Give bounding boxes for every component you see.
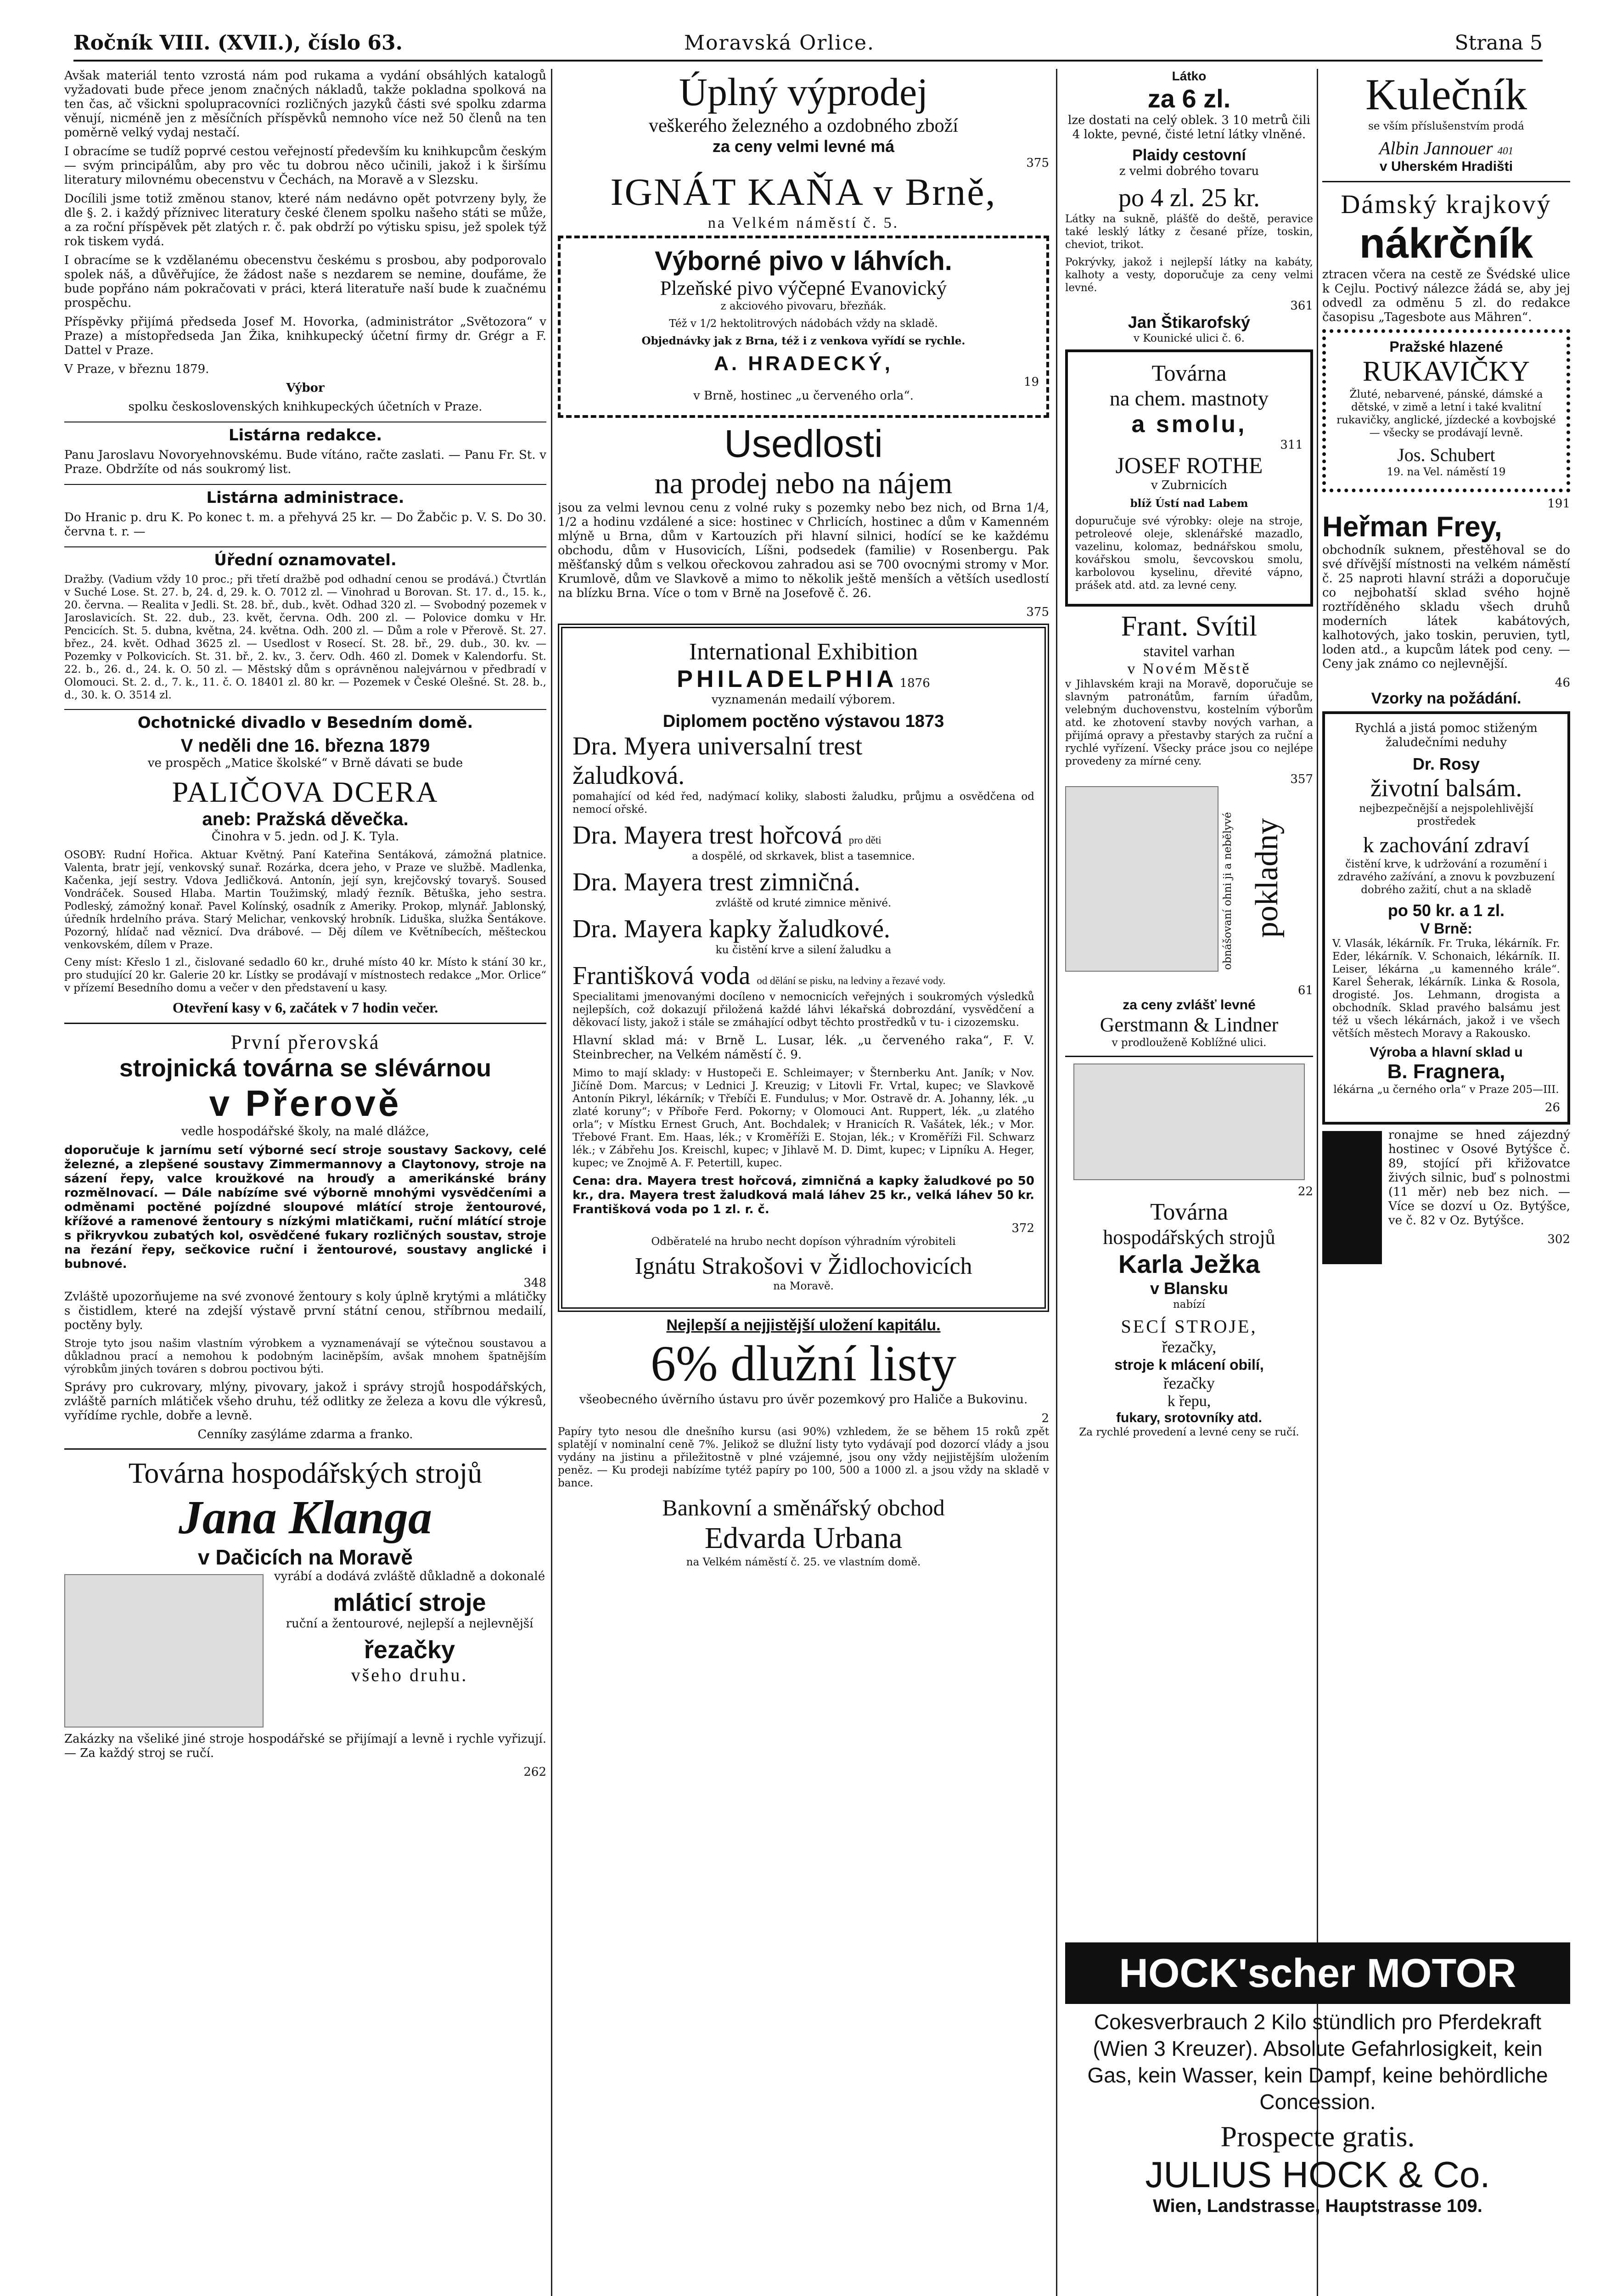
ad-number: 191 [1547, 497, 1570, 511]
ad-text: ztracen včera na cestě ze Švédské ulice k Cejlu. Poctivý nálezce žádá se, aby jej odvedl za odměnu 5 zl. do redakce časopisu „Tagesbote aus Mähren“. [1322, 268, 1570, 324]
product-desc: ku čistění krve a silení žaludku a [715, 944, 892, 956]
ad-sub: veškerého železného a ozdobného zboží [648, 115, 958, 136]
article-intro [64, 69, 546, 414]
ad-name: JOSEF ROTHE [1115, 452, 1263, 478]
ad-number: 375 [1026, 605, 1049, 619]
ad-name: Jan Štikarofský [1128, 313, 1251, 332]
newspaper-title: Moravská Orlice. [684, 31, 875, 55]
ad-text: z akciového pivovaru, březňák. [720, 300, 887, 312]
ad-address: 19. na Vel. náměstí 19 [1387, 466, 1506, 478]
mayer-ad [558, 624, 1049, 1312]
ad-text: Za rychlé provedení a levné ceny se ručí. [1079, 1426, 1299, 1438]
ad-bank: Bankovní a směnářský obchod [662, 1495, 945, 1520]
ad-name: Heřman Frey, [1322, 511, 1502, 543]
ad-text: Odběratelé na hrubo necht dopíson výhradním výrobiteli [651, 1236, 956, 1248]
ad-address: Wien, Landstrasse, Hauptstrasse 109. [1153, 2196, 1482, 2216]
inn-ad [1322, 1128, 1570, 1264]
ad-title: stavitel varhan [1143, 643, 1235, 660]
paragraph: I obracíme se tudíž poprvé cestou veřejností především ku knihkupcům českým — svým principálům, aby pro věc tu dobrou něco učinili, jakož i k širšímu literatury milovnému obecenstvu v Čechách, na Moravě a v Slezsku. [64, 145, 546, 187]
ad-text: Látky na sukně, plášťě do deště, peravice také lesklý látky z česané příze, toskin, cheviot, trikot. [1065, 213, 1313, 251]
ad-text: nejbezpečnější a nejspolehlivější prostředek [1359, 803, 1533, 827]
ad-product: mláticí stroje [333, 1589, 486, 1616]
ad-title: Látko [1172, 69, 1207, 83]
ad-text: Výroba a hlavní sklad u [1370, 1045, 1523, 1060]
divider [1322, 181, 1570, 182]
ad-city: v Uherském Hradišti [1379, 159, 1513, 174]
ad-name: B. Fragnera, [1387, 1060, 1505, 1083]
ad-number: 375 [1026, 156, 1049, 170]
ad-sub: hospodářských strojů [1103, 1226, 1275, 1249]
ad-text: všeho druhu. [351, 1665, 468, 1685]
product-desc: a dospělé, od skrkavek, blist a tasemnice. [692, 850, 915, 862]
expo-diploma: Diplomem poctěno výstavou 1873 [663, 712, 944, 731]
theatre-date: V neděli dne 16. března 1879 [180, 736, 430, 756]
paragraph: Panu Jaroslavu Novoryehnovskému. Bude vítáno, račte zaslati. — Panu Fr. St. v Praze. Obdržíte od nás soukromý list. [64, 448, 546, 476]
ad-name: A. HRADECKÝ, [714, 352, 893, 375]
ad-text: v Jihlavském kraji na Moravě, doporučuje se slavným patronátům, farním úřadům, velebným duchovenstvu, kostelním výborům atd. ke zhotovení stavby nových varhan, a přijímá opravy a přestavby starých za ruční a rychlé vyřízení. Všecky práce jsou co nejlépe provedeny za mírné ceny. [1065, 678, 1313, 767]
ad-text: Objednávky jak z Brna, též i z venkova vyřídí se rychle. [641, 335, 966, 347]
signature: Výbor [286, 381, 325, 395]
ad-name: Dr. Rosy [1412, 754, 1480, 773]
ad-address: lékárna „u černého orla“ v Praze 205—III. [1333, 1084, 1559, 1096]
ad-title: Úplný výprodej [679, 70, 928, 114]
ad-title: HOCK'scher MOTOR [1065, 1942, 1570, 2004]
ad-name: Jana Klanga [179, 1491, 432, 1544]
ad-title: Továrna [1150, 1199, 1228, 1225]
ad-text: doporučuje k jarnímu setí výborné secí stroje soustavy Sackovy, celé železné, a zlepšené soustavy Zimmermannovy a Claytonovy, stroje na sázení řepy, valce kroužkové na hrouďy a amerikánské brány rozmělnovací. — Dále nabízíme své výborně mnohými vysvědčeními a odměnami poctěné pojízdné sloupové mlátící stroje žentourové, křížové a ramenové žentoury s nízkými mlatičkami, ruční mlátící stroje s přikryvkou zubatých kol, osvědčené fukary rozličných soustav, stroje na řezání řepy, sečkovice ruční i žentourové, soustavy anglické i bubnové. [64, 1143, 546, 1271]
paragraph: V Praze, v březnu 1879. [64, 362, 209, 376]
play-prices: Ceny míst: Křeslo 1 zl., čislované sedadlo 60 kr., druhé místo 40 kr. Místo k stání 30 kr., pro studující 20 kr. Galerie 20 kr. Lístky se prodávají v místnostech redakce „Mor. Orlice“ v přízemí Besedního domu a večer v den představení u kasy. [64, 957, 546, 994]
ad-address: v Kounické ulici č. 6. [1134, 332, 1245, 344]
section-heading: Listárna administrace. [64, 484, 546, 507]
ad-number: 61 [1297, 984, 1313, 997]
ad-number: 311 [1280, 438, 1303, 452]
page-header [73, 28, 1543, 62]
column-2 [558, 69, 1049, 2296]
ad-text: Cenníky zasýláme zdarma a franko. [197, 1428, 413, 1441]
page-number: Strana 5 [1454, 31, 1543, 55]
play-cast: OSOBY: Rudní Hořica. Aktuar Květný. Paní Kateřina Sentáková, zámožná platnice. Valenta, bratr její, venkovský sunař. Rozárka, dcera jeho, v Praze ve službě. Madlenka, Kačenka, její sestry. Vdova Jedličková. Antonín, její syn, krejčovský tovaryš. Soused Vondráček. Soused Hlaba. Martin Toužimský, mladý řezník. Bětuška, jeho sestra. Podleský, zámožný konař. Pavel Kolínský, osadník z Ameriky. Prokop, mlynář. Jablonský, úředník hrdelního práva. Starý Melichar, venkovský hrobník. Liduška, služka Šentákove. Pozorný, hlídač nad věznicí. Dva drábové. — Děj dílem ve Květníbecích, měšteckou venkovském, dílem v Praze. [64, 849, 546, 951]
ad-text: Rychlá a jistá pomoc stiženým žaludečními neduhy [1355, 721, 1538, 749]
ad-text: Stroje tyto jsou našim vlastním výrobkem a vyznamenávají se výtečnou soustavou a důkladnou prací a nemohou k podobným laciněpším, avšak mnohem špatnějším výrobkům jiných továren s dobrou poctivou býti. [64, 1338, 546, 1375]
product: Dra. Mayera kapky žaludkové. [573, 915, 890, 943]
ad-number: 401 [1497, 145, 1514, 157]
threshing-machine-image [1073, 1064, 1305, 1180]
ad-sub: na chem. mastnoty [1109, 387, 1269, 410]
ad-text: Žluté, nebarvené, pánské, dámské a dětské, v zimě a letní i také kvalitní rukavičky, anglické, jízdecké a kovbojské — všecky se prodávají levně. [1336, 388, 1556, 439]
ad-product: SECÍ STROJE, [1121, 1316, 1258, 1337]
expo-title: International Exhibition [689, 639, 918, 665]
divider [64, 1448, 546, 1450]
safe-word: pokladny [1249, 818, 1285, 938]
issue-number: Ročník VIII. (XVII.), číslo 63. [73, 31, 403, 55]
ad-title: strojnická továrna se slévárnou [119, 1054, 492, 1082]
ad-text: nabízí [1173, 1299, 1206, 1311]
ad-prospecte: Prospecte gratis. [1220, 2120, 1415, 2153]
ad-number: 26 [1544, 1101, 1560, 1114]
ad-address: na Velkém náměstí č. 5. [707, 214, 899, 231]
ad-text: Správy pro cukrovary, mlýny, pivovary, jakož i správy strojů hospodářských, zvláště parních mlátiček všeho druhu, též odlitky ze železa a kovu dle výkresů, vyřídíme rychle, dobře a levně. [64, 1380, 546, 1423]
ad-title: Výborné pivo v láhvích. [655, 246, 952, 276]
play-genre: Činohra v 5. jedn. od J. K. Tyla. [211, 830, 399, 844]
product: Dra. Mayera trest hořcová [573, 821, 842, 850]
ad-name: Ignátu Strakošovi v Židlochovicích [634, 1253, 972, 1279]
ad-top: Nejlepší a nejjistější uložení kapitálu. [666, 1317, 941, 1334]
ad-address: v prodlouženě Koblížné ulici. [1112, 1037, 1267, 1049]
product-note: pro děti [848, 834, 881, 846]
theatre-benefit: ve prospěch „Matice školské“ v Brně dávati se bude [147, 756, 463, 770]
safe-label: obnášovaní ohni ji a nebělyvé [1222, 812, 1234, 970]
ad-title: Plaidy cestovní [1132, 146, 1246, 164]
ad-title: Kulečník [1365, 70, 1527, 119]
divider [1065, 1056, 1313, 1057]
play-subtitle: aneb: Pražská děvečka. [202, 809, 409, 829]
column-divider [551, 69, 552, 2296]
ad-name: JULIUS HOCK & Co. [1145, 2154, 1490, 2195]
rothe-ad [1065, 349, 1313, 607]
ad-text: V. Vlasák, lékárník. Fr. Truka, lékárník. Fr. Eder, lékárník. V. Schonaich, lékárník. II. Leiser, lékárna „u kamenného krále“. Karel Šeherak, lékárník. Linka & Rosola, drogisté. Jos. Lehmann, drogista a obchodník. Sklad pravého balsámu jest též u všech lékárnách, jakož i ve všech větších městech Moravy a Rakousko. [1332, 938, 1560, 1040]
ad-name: Karla Ježka [1118, 1249, 1260, 1278]
ad-sub: Plzeňské pivo výčepné Evanovický [660, 277, 947, 299]
ad-footer: Zakázky na všeliké jiné stroje hospodářské se přijímají a levně i rychle vyřizují. — Za každý stroj se ručí. [64, 1732, 546, 1760]
ad-text: Papíry tyto nesou dle dnešního kursu (asi 90%) vzhledem, že se během 15 roků zpět splatějí v nominalní ceně 7%. Jelikož se dlužní listy tyto vydávají pod dozorcí vlády a jsou vydány na jistinu a přiležitostně v plné vzájemné, jsou ony vždy nejjistějším uložením peněz. — Ku prodeji nabízíme tytéž papíry po 100, 500 a 1000 zl. a jsou vždy na skladě v bance. [558, 1426, 1049, 1489]
ad-price: po 50 kr. a 1 zl. [1387, 901, 1505, 920]
ad-number: 361 [1290, 299, 1313, 313]
ad-text: dopuručuje své výrobky: oleje na stroje, petroleové oleje, sklenářské mazadlo, vazelinu, kolomaz, bednářskou smolu, kovářskou smolu, ševcovskou smolu, karbolovou kyselinu, dřevité vápno, prášek atd. atd. za levné ceny. [1075, 515, 1303, 591]
ad-sub: se vším příslušenstvím prodá [1368, 120, 1524, 132]
ad-text: Mimo to mají sklady: v Hustopeči E. Schleimayer; v Šternberku Ant. Janík; v Nov. Jičíně Dom. Marcus; v Lednici J. Kreuzig; v Litovli Fr. Vrtal, kupec; ve Slavkově Antonín Pikryl, lékárník; v Třebíči E. Fundulus; v Mor. Ostravě dr. A. Johanny, lék. „u zlaté koruny“; v Příboře Ferd. Pokorny; v Olomouci Ant. Ruppert, lék. „u zlatého orla“; v Místku Ernest Gruch, Ant. Bochdalek; v Hranicích R. Vašátek, lék.; v Mor. Třebové Frant. Em. Haas, lék.; v Kroměříži E. Stojan, lék.; v Kroměříži Fil. Schwarz lék.; v Zábřehu Jos. Kreischl, kupec; v Jihlavě M. D. Dimt, kupec; v Lipníku A. Heger, kupec; ve Znojmě A. F. Petertill, kupec. [573, 1067, 1034, 1169]
expo-year: 1876 [899, 676, 930, 690]
ad-city: v Novém Městě [1127, 660, 1251, 677]
ad-prices: Cena: dra. Mayera trest hořcová, zimničná a kapky žaludkové po 50 kr., dra. Mayera trest žaludková malá láhev 25 kr., velká láhev 50 kr. Františková voda po 1 zl. r. č. [573, 1174, 1034, 1216]
ad-text: ruční a žentourové, nejlepší a nejlevnější [286, 1617, 533, 1631]
paragraph: Avšak materiál tento vzrostá nám pod rukama a vydání obsáhlých katalogů vyžadovati bude přece jenom značných nákladů, takže pokladna spolková na ten čas, ač všickni spolupracovníci rozličných jazyků části své spolku zdarma věnují, nicméně jen z měsíčních příspěvků nemnoho více než 50 členů na ten poměrně velký vydaj nestačí. [64, 69, 546, 140]
ad-title: Továrna [1151, 360, 1227, 386]
product: Františková voda [573, 962, 751, 990]
threshing-machine-image [64, 1574, 264, 1728]
ad-number: 22 [1297, 1185, 1313, 1199]
ad-title: RUKAVIČKY [1362, 356, 1530, 387]
ad-sub: vedle hospodářské školy, na malé dlážce, [181, 1125, 429, 1138]
play-opening: Otevření kasy v 6, začátek v 7 hodin večer. [172, 999, 438, 1016]
column-divider [1056, 69, 1057, 2296]
play-title: PALIČOVA DCERA [172, 776, 439, 808]
expo-medal: vyznamenán medailí výborem. [711, 693, 896, 707]
gloves-ad [1322, 329, 1570, 492]
ad-price: po 4 zl. 25 kr. [1118, 184, 1260, 212]
ad-number: 302 [1547, 1232, 1570, 1246]
ad-number: 2 [1041, 1412, 1049, 1425]
ad-product: řezačky [1163, 1374, 1215, 1392]
ad-address: na Moravě. [773, 1280, 834, 1292]
ad-text: vyrábí a dodává zvláště důkladně a dokonalé [274, 1570, 545, 1583]
ad-top: Pražské hlazené [1389, 338, 1503, 355]
ad-address: v Brně, hostinec „u červeného orla“. [693, 389, 914, 403]
section-heading: Listárna redakce. [64, 422, 546, 445]
ad-text: Pokrývky, jakož i nejlepší látky na kabáty, kalhoty a vesty, doporučuje za ceny velmi levné. [1065, 256, 1313, 294]
ad-number: 19 [1023, 375, 1039, 389]
ad-text: Specialitami jmenovanými docíleno v nemocnicích veřejných i soukromých výsledků nejlepších, což dokazují přiložená každé láhvi lékařská dobrozdání, vysvědčení a děkovací listy, jakož i stále se zmáhající odbyt těchto prostředků v tu- i cizozemsku. [573, 991, 1034, 1029]
ad-product: řezačky, [1162, 1338, 1217, 1356]
ad-text: lze dostati na celý oblek. 3 10 metrů čili 4 lokte, pevné, čisté letní látky vlněné. [1068, 113, 1310, 141]
ad-number: 262 [523, 1765, 546, 1779]
ad-product: k řepu, [1167, 1393, 1211, 1410]
ad-city: v Přerově [209, 1083, 402, 1124]
ad-number: 357 [1290, 772, 1313, 786]
paragraph: Docílili jsme totiž změnou stanov, které nám nedávno opět potvrzeny byly, že dle §. 2. i každý příznivec literatury české členem spolku našeho státi se může, a za roční příspěvek pět zlatých r. č. pak obdrží po výtisku spisu, jež spolek týž rok tiskem vydá. [64, 192, 546, 248]
safe-ad [1065, 786, 1313, 984]
ad-number: 46 [1555, 676, 1570, 690]
column-1 [64, 69, 546, 2296]
product: Dra. Myera universalní trest [573, 732, 863, 760]
ad-city: blíž Ústí nad Labem [1130, 497, 1248, 510]
ad-name: Frant. Svítil [1121, 611, 1258, 642]
ad-top: Dámský krajkový [1341, 189, 1552, 219]
paragraph: Dražby. (Vadium vždy 10 proc.; při třetí dražbě pod odhadní cenou se prodává.) Čtvrtlán v Suché Lose. St. 27. b, 24. d, 29. k. O. 7012 zl. — Vinohrad u Borovan. St. 17. d., 15. k., 20. června. — Realita v Jedli. St. 28. bř., dub., květ. Odhad 320 zl. — Svobodný pozemek v Jaroslavicích. St. 22. dub., 23. květ, června. Odh. 200 zl. — Polovice domku v Hr. Pencicích. St. 5. dubna, května, 24. května. Odh. 200 zl. — Dům a role v Přerově. St. 27. břez., 24. květ. Odhad 3625 zl. — Usedlost v Rosecí. St. 28. bř., 29. dub., 30. kv. — Pozemky v Polkovicích. St. 31. bř., 2. kv., 3. červ. Odh. 460 zl. Domek v Kalendorfu. St. 22. b., 26. d., 24. k. O. 50 zl. — Městský dům s oprávněnou nalejvárnou v předbradí v Olomouci. St. 2. d., 7. k., 11. č. O. 18401 zl. 80 kr. — Pozemek v České Olešné. St. 28. b., d., 30. k. O. 3514 zl. [64, 574, 546, 701]
ad-title: Usedlosti [724, 422, 883, 465]
ad-text: Cokesverbrauch 2 Kilo stündlich pro Pferdekraft (Wien 3 Kreuzer). Absolute Gefahrlosigkeit, kein Gas, kein Wasser, kein Dampf, keine behördliche Concession. [1087, 2010, 1548, 2114]
section-heading: Úřední oznamovatel. [64, 546, 546, 569]
ad-text: Zvláště upozorňujeme na své zvonové žentoury s koly úplně krytými a mlátičky s čistidlem, které na zdejší výstavě první státní cenou, stříbrnou medailí, poctěny byly. [64, 1290, 546, 1332]
product-desc: pomahající od kéd řed, nadýmací koliky, slabosti žaludku, průjmu a osvědčena od nemocí ořské. [573, 791, 1034, 816]
ad-price: za 6 zl. [1147, 84, 1231, 113]
ad-text: ronajme se hned zájezdný hostinec v Osové Bytýšce č. 89, stojící při křižovatce živých silnic, buď s polnostmi (11 měr) neb bez nich. — Více se dozví u Oz. Bytýšce, ve č. 82 v Oz. Bytýšce. [1388, 1128, 1570, 1227]
ad-city: v Blansku [1150, 1279, 1229, 1298]
paragraph: Příspěvky přijímá předseda Josef M. Hovorka, (administrátor „Světozora“ v Praze) a místopředseda Jan Žika, knihkupecký účetní firmy dr. Grégr a F. Dattel v Praze. [64, 315, 546, 357]
ad-name: IGNÁT KAŇA v Brně, [610, 171, 997, 214]
ad-sub: na prodej nebo na nájem [654, 467, 953, 500]
hock-motor-ad [1065, 1942, 1570, 2296]
ad-text: obchodník suknem, přestěhoval se do své dřívější místnosti na velkém náměstí č. 25 naproti hlavní stráži a doporučuje co nejbohatší sklad svého hojně roztříděného skladu všech druhů moderních látek kabátových, kalhotových, jako toskin, peruvien, tytl, loden atd., a kupcům látek pod ceny. — Ceny jak známo co nejlevnější. [1322, 543, 1570, 671]
rosy-ad [1322, 711, 1570, 1125]
divider [64, 1023, 546, 1024]
ad-text: k zachování zdraví [1363, 833, 1530, 857]
ad-number: 348 [523, 1276, 546, 1290]
ad-title: nákrčník [1359, 220, 1533, 267]
ad-text: čistění krve, k udržování a rozumění i zdravého zažívání, a znovu k povzbuzení dobrého zažití, chut a na skladě [1337, 858, 1555, 896]
ad-title: životní balsám. [1370, 774, 1522, 802]
ad-product: řezačky [364, 1636, 455, 1664]
ad-prices: za ceny velmi levné má [712, 137, 895, 156]
signature-sub: spolku československých knihkupeckých účetních v Praze. [128, 400, 483, 414]
ad-text: Vzorky na požádání. [1371, 690, 1522, 707]
beer-ad [558, 236, 1049, 418]
ad-title: 6% dlužní listy [650, 1335, 957, 1391]
ad-first: První přerovská [230, 1031, 380, 1053]
ad-sub: všeobecného úvěrního ústavu pro úvěr pozemkový pro Haliče a Bukovinu. [579, 1393, 1028, 1407]
ad-text: Též v 1/2 hektolitrových nádobách vždy na skladě. [669, 318, 938, 330]
product-desc: zvláště od kruté zimnice měnivé. [715, 897, 892, 909]
product-note: od dělání se pisku, na ledviny a řezavé vody. [757, 975, 946, 986]
expo-city: PHILADELPHIA [677, 666, 898, 692]
section-heading: Ochotnické divadlo v Besedním domě. [64, 709, 546, 732]
ad-address: na Velkém náměstí č. 25. ve vlastním domě. [686, 1556, 921, 1568]
ad-city: v Zubrnicích [1151, 478, 1228, 492]
ad-name: Jos. Schubert [1397, 445, 1495, 465]
ad-text: z velmi dobrého tovaru [1119, 164, 1259, 178]
product: žaludková. [573, 761, 685, 790]
ad-product: stroje k mlácení obilí, [1114, 1356, 1264, 1373]
ad-text: jsou za velmi levnou cenu z volné ruky s pozemky nebo bez nich, od Brna 1/4, 1/2 a hodinu vzdálené a sice: hostinec v Chrlicích, hostinec a dům v Kamenném mlýně u Brna, dům v Kartouzích při hlavní silnici, hodící se ke každému obchodu, dům v Husovicích, Líšni, podsedek (familie) v Rosenbergu. Pak měšťanský dům s velkou ořeckovou zahradou asi se 700 ovocnými stromy v Mor. Krumlově, dům ve Slavkově a mimo to několik ještě menších a větších usedlostí na blízku Brna. Více o tom v Brně na Josefově č. 26. [558, 501, 1049, 600]
ad-city: v Dačicích na Moravě [198, 1545, 413, 1569]
ad-city: V Brně: [1420, 920, 1472, 937]
ad-product: fukary, srotovníky atd. [1116, 1410, 1262, 1425]
ad-name: Edvarda Urbana [704, 1521, 903, 1555]
ad-prices: za ceny zvlášť levné [1123, 997, 1256, 1013]
safe-image [1065, 786, 1218, 972]
ad-name: Albin Jannouer [1379, 138, 1493, 158]
ad-text: Hlavní sklad má: v Brně L. Lusar, lék. „u červeného raka“, F. V. Steinbrecher, na Velkém náměstí č. 9. [573, 1034, 1034, 1062]
ad-title: Továrna hospodářských strojů [128, 1457, 483, 1489]
paragraph: I obracíme se k vzdělanému obecenstvu českému s prosbou, aby podporovalo spolek náš, a důvěřujíce, že žádost naše s nezdarem se nemine, doufáme, že bude popřáno nám pokračovati v práci, která literatuře naší bude k zuačnému prospěchu. [64, 253, 546, 310]
paragraph: Do Hranic p. dru K. Po konec t. m. a přehyvá 25 kr. — Do Žabčic p. V. S. Do 30. června t. r. — [64, 511, 546, 539]
ad-product: a smolu, [1131, 411, 1247, 438]
ad-number: 372 [1011, 1221, 1034, 1235]
product: Dra. Mayera trest zimničná. [573, 868, 860, 896]
initial-letter-p [1322, 1131, 1382, 1264]
ad-name: Gerstmann & Lindner [1100, 1013, 1279, 1036]
